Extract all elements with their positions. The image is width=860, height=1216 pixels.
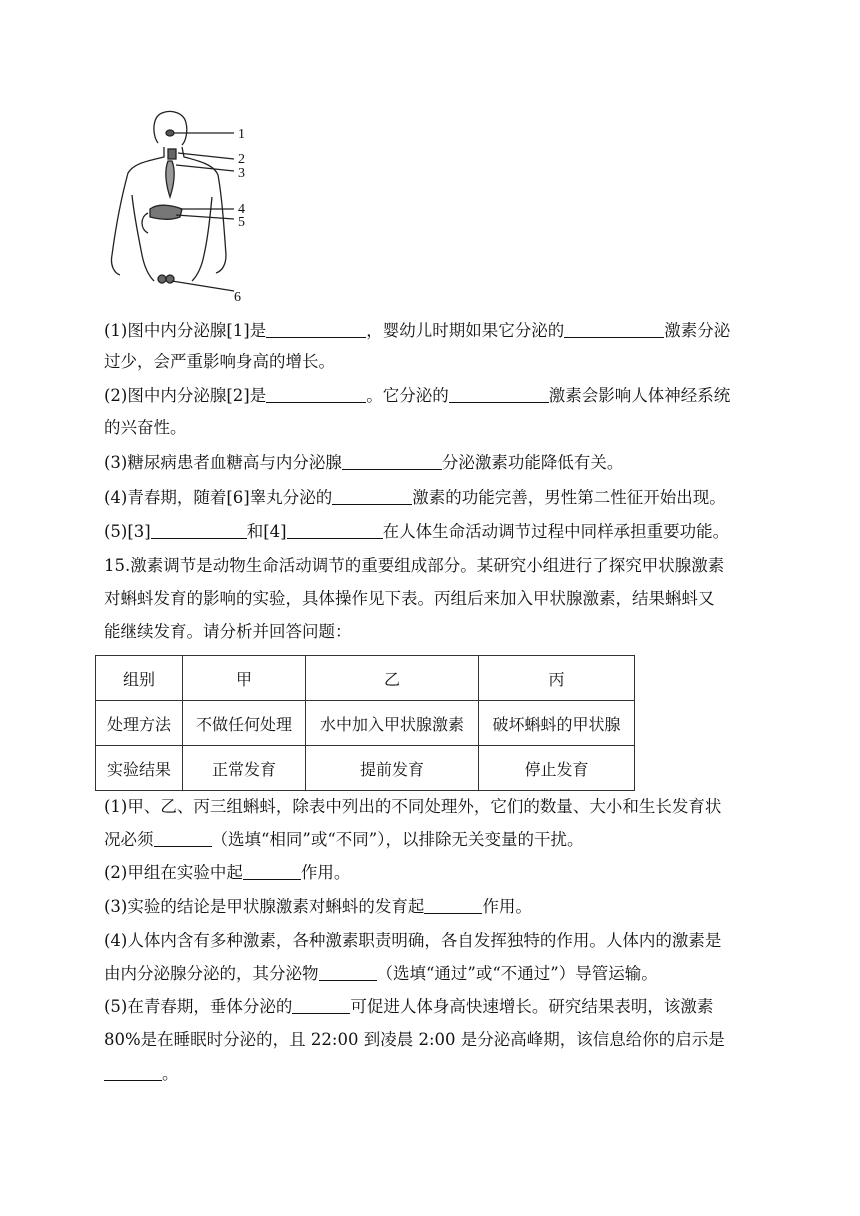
q15-part2: (2)甲组在实验中起 作用。	[104, 863, 351, 882]
answer-blank[interactable]	[266, 385, 366, 403]
table-cell: 甲	[183, 656, 306, 701]
q15-part4-line2: 由内分泌腺分泌的，其分泌物 （选填“通过”或“不通过”）导管运输。	[104, 964, 658, 983]
table-cell: 提前发育	[306, 746, 479, 791]
figure-label-4: 4	[238, 202, 245, 217]
q15-part3: (3)实验的结论是甲状腺激素对蝌蚪的发育起 作用。	[104, 897, 532, 916]
figure-label-2: 2	[238, 152, 245, 167]
q15-part1-line1: (1)甲、乙、丙三组蝌蚪，除表中列出的不同处理外，它们的数量、大小和生长发育状	[104, 797, 722, 816]
experiment-table	[95, 655, 635, 791]
endocrine-system-figure	[100, 105, 270, 305]
figure-label-3: 3	[238, 166, 245, 181]
figure-label-5: 5	[238, 215, 245, 230]
q14-part1-line1: (1)图中内分泌腺[1]是 ，婴幼儿时期如果它分泌的 激素分泌	[104, 321, 731, 340]
table-cell: 不做任何处理	[183, 701, 306, 746]
pituitary-gland-shape	[166, 130, 174, 136]
table-row	[96, 701, 635, 746]
answer-blank[interactable]	[104, 1063, 162, 1081]
thymus-shape	[166, 161, 174, 197]
table-cell: 组别	[96, 656, 183, 701]
q15-part4-line1: (4)人体内含有多种激素，各种激素职责明确，各自发挥独特的作用。人体内的激素是	[104, 931, 722, 950]
q14-part2-line1: (2)图中内分泌腺[2]是 。它分泌的 激素会影响人体神经系统	[104, 386, 731, 405]
q14-part4: (4)青春期，随着[6]睾丸分泌的 激素的功能完善，男性第二性征开始出现。	[104, 488, 726, 507]
table-row	[96, 746, 635, 791]
q15-intro-line3: 能继续发育。请分析并回答问题：	[104, 622, 352, 641]
table-cell: 乙	[306, 656, 479, 701]
answer-blank[interactable]	[342, 452, 442, 470]
answer-blank[interactable]	[319, 963, 377, 981]
answer-blank[interactable]	[424, 896, 482, 914]
q15-part5-line2: 80%是在睡眠时分泌的，且 22:00 到凌晨 2:00 是分泌高峰期，该信息给你的启示是	[104, 1030, 725, 1049]
q15-intro-line2: 对蝌蚪发育的影响的实验，具体操作见下表。丙组后来加入甲状腺激素，结果蝌蚪又	[104, 589, 715, 608]
answer-blank[interactable]	[287, 521, 383, 539]
figure-label-1: 1	[238, 127, 245, 142]
answer-blank[interactable]	[154, 829, 212, 847]
table-row	[96, 656, 635, 701]
table-cell: 实验结果	[96, 746, 183, 791]
answer-blank[interactable]	[564, 320, 664, 338]
answer-blank[interactable]	[243, 862, 301, 880]
q15-intro-line1: 15.激素调节是动物生命活动调节的重要组成部分。某研究小组进行了探究甲状腺激素	[104, 556, 725, 575]
table-cell: 破坏蝌蚪的甲状腺	[479, 701, 635, 746]
table-cell: 停止发育	[479, 746, 635, 791]
q14-part2-line2: 的兴奋性。	[104, 418, 187, 437]
q14-part5: (5)[3] 和[4] 在人体生命活动调节过程中同样承担重要功能。	[104, 522, 730, 541]
adrenal-pancreas-shape	[150, 205, 182, 219]
table-cell: 处理方法	[96, 701, 183, 746]
thyroid-gland-shape	[168, 149, 176, 159]
table-cell: 丙	[479, 656, 635, 701]
q14-part1-line2: 过少，会严重影响身高的增长。	[104, 352, 335, 371]
q15-part5-line1: (5)在青春期，垂体分泌的 可促进人体身高快速增长。研究结果表明，该激素	[104, 997, 714, 1016]
q15-part1-line2: 况必须 （选填“相同”或“不同”），以排除无关变量的干扰。	[104, 830, 584, 849]
figure-label-6: 6	[234, 290, 241, 305]
table-cell: 正常发育	[183, 746, 306, 791]
figure-head-outline	[154, 111, 187, 145]
q14-part3: (3)糖尿病患者血糖高与内分泌腺 分泌激素功能降低有关。	[104, 453, 624, 472]
answer-blank[interactable]	[151, 521, 247, 539]
testis-shape	[158, 275, 166, 283]
q15-part5-line3: 。	[104, 1063, 764, 1085]
answer-blank[interactable]	[449, 385, 549, 403]
answer-blank[interactable]	[332, 487, 412, 505]
answer-blank[interactable]	[292, 996, 350, 1014]
table-cell: 水中加入甲状腺激素	[306, 701, 479, 746]
answer-blank[interactable]	[266, 320, 366, 338]
